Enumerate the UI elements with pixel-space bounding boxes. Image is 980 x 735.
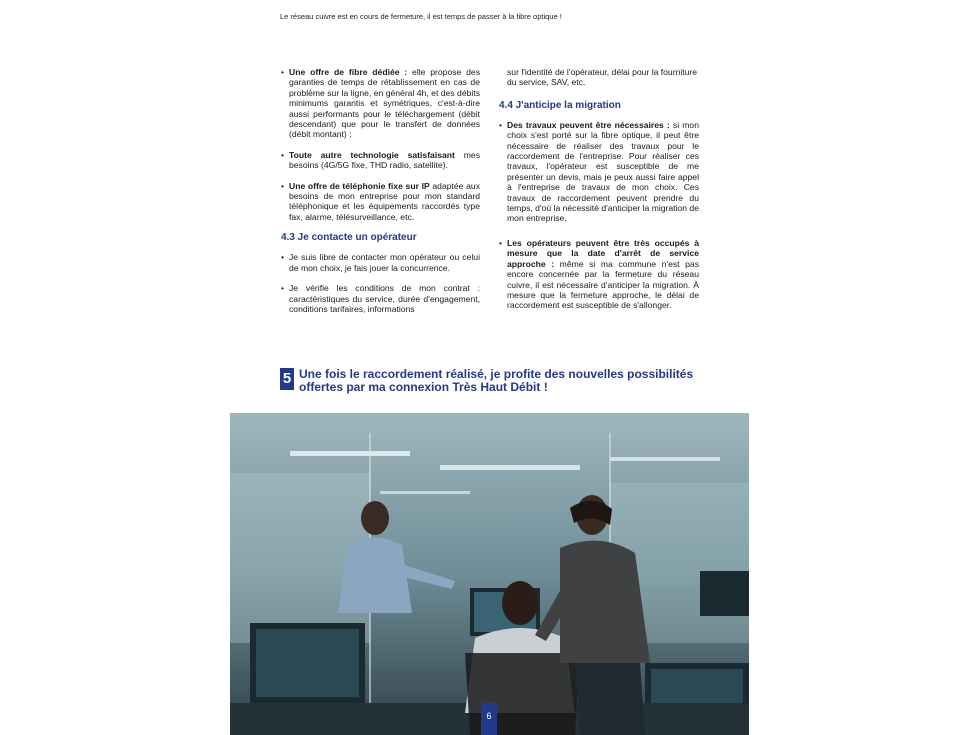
page-number: 6	[481, 703, 497, 735]
right-column	[499, 67, 699, 321]
bullet-libre-contacter: • Je suis libre de contacter mon opérateur ou celui de mon choix, je fais jouer la concurrence.	[281, 252, 480, 273]
bullet-bold: Toute autre technologie satisfaisant	[289, 149, 455, 160]
bullet-bold: Les opérateurs peuvent être très occupés à mesure que la date d'arrêt de service approche :	[507, 237, 699, 269]
section-number-badge: 5	[280, 368, 294, 390]
running-header: Le réseau cuivre est en cours de fermeture, il est temps de passer à la fibre optique !	[280, 12, 562, 21]
continuation-text: sur l'identité de l'opérateur, délai pour la fourniture du service, SAV, etc.	[507, 67, 698, 88]
office-photo	[230, 413, 749, 735]
left-column	[281, 67, 480, 324]
office-illustration	[230, 413, 749, 735]
bullet-text: elle propose des garanties de temps de rétablissement en cas de problème sur la ligne, en général 4h, et des débits minimums garantis et symétriques, c'est-à-dire aussi performants pour le téléchargement (débit descendant) que pour le transfert de données (débit montant) ;	[289, 67, 480, 140]
bullet-verifie-contrat: • Je vérifie les conditions de mon contrat : caractéristiques du service, durée d'engagement, conditions tarifaires, informations	[281, 283, 480, 314]
subhead-4-3: 4.3 Je contacte un opérateur	[281, 232, 417, 244]
bullet-bold: Des travaux peuvent être nécessaires :	[507, 119, 670, 130]
bullet-text: si mon choix s'est porté sur la fibre optique, il peut être nécessaire de réaliser des travaux pour le raccordement de l'entreprise. Pour réaliser ces travaux, l'opérateur est susceptible de me présenter un devis, mais je peux aussi faire appel à l'entreprise de travaux de mon choix. Ces travaux de raccordement peuvent prendre du temps, d'où la nécessité d'anticiper la migration de mon entreprise.	[507, 119, 699, 224]
section-title: Une fois le raccordement réalisé, je profite des nouvelles possibilités offertes par ma connexion Très Haut Débit !	[299, 367, 694, 394]
subhead-4-4: 4.4 J'anticipe la migration	[499, 99, 621, 111]
bullet-bold: Une offre de téléphonie fixe sur IP	[289, 180, 430, 191]
bullet-telephonie-ip	[281, 181, 480, 223]
bullet-text: mes besoins (4G/5G fixe, THD radio, satellite).	[289, 149, 480, 171]
bullet-autre-technologie	[281, 150, 480, 171]
bullet-travaux	[499, 120, 699, 224]
bullet-operateurs-occupes	[499, 238, 699, 311]
bullet-bold: Une offre de fibre dédiée :	[289, 67, 408, 77]
bullet-fibre-dediee	[281, 67, 480, 140]
section-5-heading	[280, 368, 720, 398]
bullet-text: même si ma commune n'est pas encore concernée par la fermeture du réseau cuivre, il est nécessaire d'anticiper la migration. À mesure que la fermeture approche, le délai de raccordement est susceptible de s'allonger.	[507, 258, 699, 311]
bullet-text: adaptée aux besoins de mon entreprise pour mon standard téléphonique et les équipements raccordés type fax, alarme, télésurveillance, etc.	[289, 180, 480, 222]
